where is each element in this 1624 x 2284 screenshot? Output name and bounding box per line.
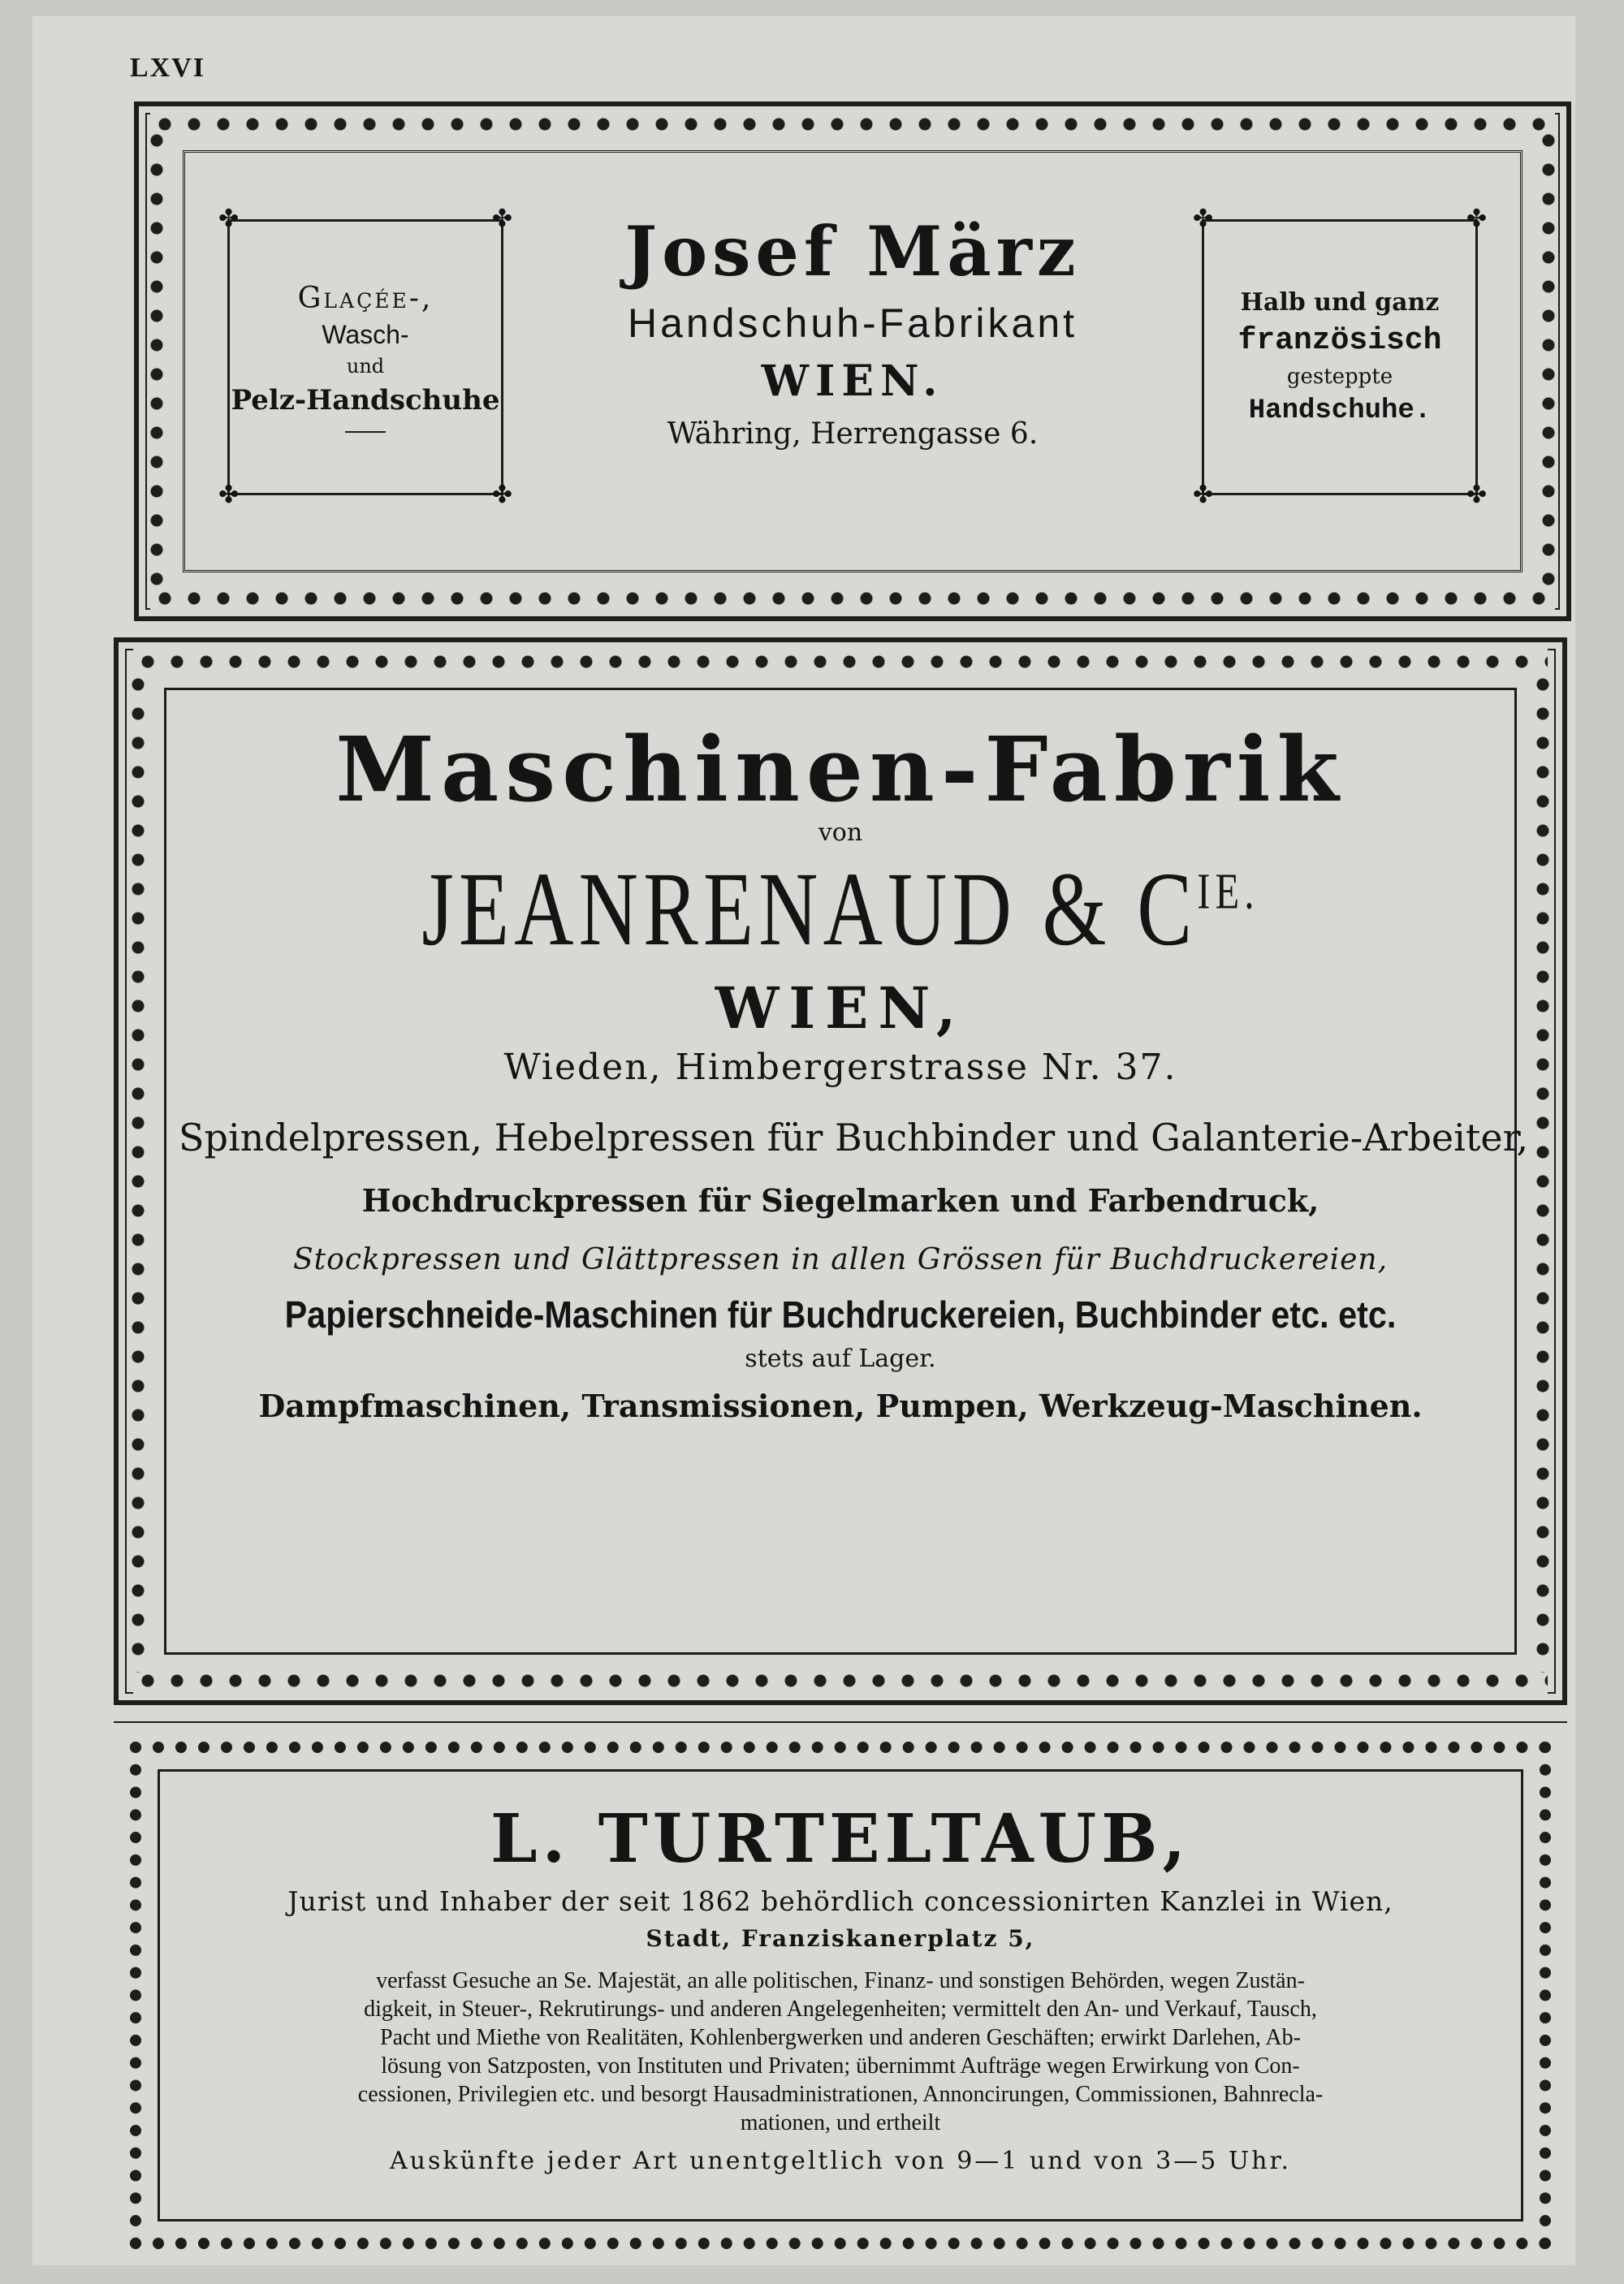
body-line: lösung von Satzposten, von Instituten und Privaten; übernimmt Aufträge wegen Erwirkung von Con- [381, 2053, 1300, 2079]
product-line-1: Spindelpressen, Hebelpressen für Buchbinder und Galanterie-Arbeiter, [179, 1115, 1529, 1159]
company-name-main: JEANRENAUD & C [421, 850, 1198, 968]
newspaper-page [32, 16, 1575, 2265]
corner-ornament-icon: ✤ [1466, 205, 1487, 233]
proprietor-name: L. TURTELTAUB, [490, 1800, 1190, 1878]
corner-ornament-icon: ✤ [491, 205, 512, 233]
address-line: Währing, Herrengasse 6. [667, 417, 1039, 451]
corner-ornament-icon: ✤ [218, 481, 240, 509]
right-box-line3: gesteppte [1286, 365, 1393, 389]
corner-ornament-icon: ✤ [1466, 481, 1487, 509]
body-line: digkeit, in Steuer-, Rekrutirungs- und anderen Angelegenheiten; vermittelt den An- und Verkauf, Tausch, [364, 1997, 1317, 2023]
address-line: Wieden, Himbergerstrasse Nr. 37. [503, 1046, 1177, 1088]
body-line: verfasst Gesuche an Se. Majestät, an alle politischen, Finanz- und sonstigen Behörden, wegen Zustän- [376, 1968, 1305, 1994]
ornament-band-right [1528, 670, 1557, 1673]
left-box-rule [345, 431, 386, 433]
right-box-line1: Halb und ganz [1240, 288, 1440, 317]
product-line-4: Papierschneide-Maschinen für Buchdruckereien, Buchbinder etc. etc. [284, 1293, 1397, 1336]
ornament-band-right [1534, 126, 1563, 597]
ornament-band-top [133, 647, 1548, 676]
left-box-line1: Glaçée-, [297, 282, 434, 315]
left-box-line2: Wasch- [322, 320, 409, 349]
product-line-3: Stockpressen und Glättpressen in allen Grössen für Buchdruckereien, [292, 1242, 1389, 1276]
trade-line: Handschuh-Fabrikant [627, 300, 1078, 346]
ad-josef-maerz [134, 101, 1571, 621]
von-line: von [818, 818, 863, 847]
separator-rule [114, 1721, 1567, 1723]
ornament-band-bottom [133, 1666, 1548, 1695]
ornament-band-top [150, 110, 1555, 139]
ornament-band-left [123, 670, 153, 1673]
ad-jeanrenaud [114, 637, 1567, 1705]
right-box [1193, 205, 1487, 509]
body-line: mationen, und ertheilt [740, 2110, 941, 2136]
right-box-line4: Handschuhe. [1248, 395, 1432, 426]
subtitle-line: Jurist und Inhaber der seit 1862 behördlich concessionirten Kanzlei in Wien, [287, 1885, 1393, 1918]
body-text [179, 1967, 1502, 2137]
center-block [516, 211, 1190, 451]
left-box-line4: Pelz-Handschuhe [231, 384, 500, 417]
product-line-6: Dampfmaschinen, Transmissionen, Pumpen, Werkzeug-Maschinen. [258, 1387, 1423, 1424]
body-line: Pacht und Miethe von Realitäten, Kohlenbergwerken und anderen Geschäften; erwirkt Darlehen, Ab- [380, 2025, 1301, 2051]
ad-turteltaub [130, 1742, 1551, 2249]
ad2-content [179, 717, 1529, 1424]
right-box-line2: französisch [1237, 323, 1442, 358]
ornament-band-left [142, 126, 171, 597]
body-line: cessionen, Privilegien etc. und besorgt Hausadministrationen, Annoncirungen, Commissionen, Bahnrecla- [357, 2082, 1324, 2108]
company-name [324, 852, 1356, 968]
product-line-2: Hochdruckpressen für Siegelmarken und Farbendruck, [361, 1181, 1320, 1219]
product-line-5: stets auf Lager. [745, 1344, 936, 1373]
address-line: Stadt, Franziskanerplatz 5, [646, 1925, 1035, 1953]
page-number: LXVI [130, 53, 206, 83]
city-line: WIEN. [761, 356, 944, 406]
left-box-line3: und [346, 355, 385, 378]
corner-ornament-icon: ✤ [218, 205, 240, 233]
proprietor-name: Josef März [624, 211, 1081, 291]
corner-ornament-icon: ✤ [1193, 205, 1214, 233]
city-line: WIEN, [715, 974, 966, 1042]
left-box [218, 205, 512, 509]
corner-ornament-icon: ✤ [491, 481, 512, 509]
corner-ornament-icon: ✤ [1193, 481, 1214, 509]
company-name-sup: IE. [1197, 864, 1259, 920]
heading: Maschinen-Fabrik [335, 717, 1345, 822]
ornament-band-bottom [150, 584, 1555, 613]
ad3-content [179, 1800, 1502, 2176]
hours-line: Auskünfte jeder Art unentgeltlich von 9—1 und von 3—5 Uhr. [389, 2147, 1292, 2176]
